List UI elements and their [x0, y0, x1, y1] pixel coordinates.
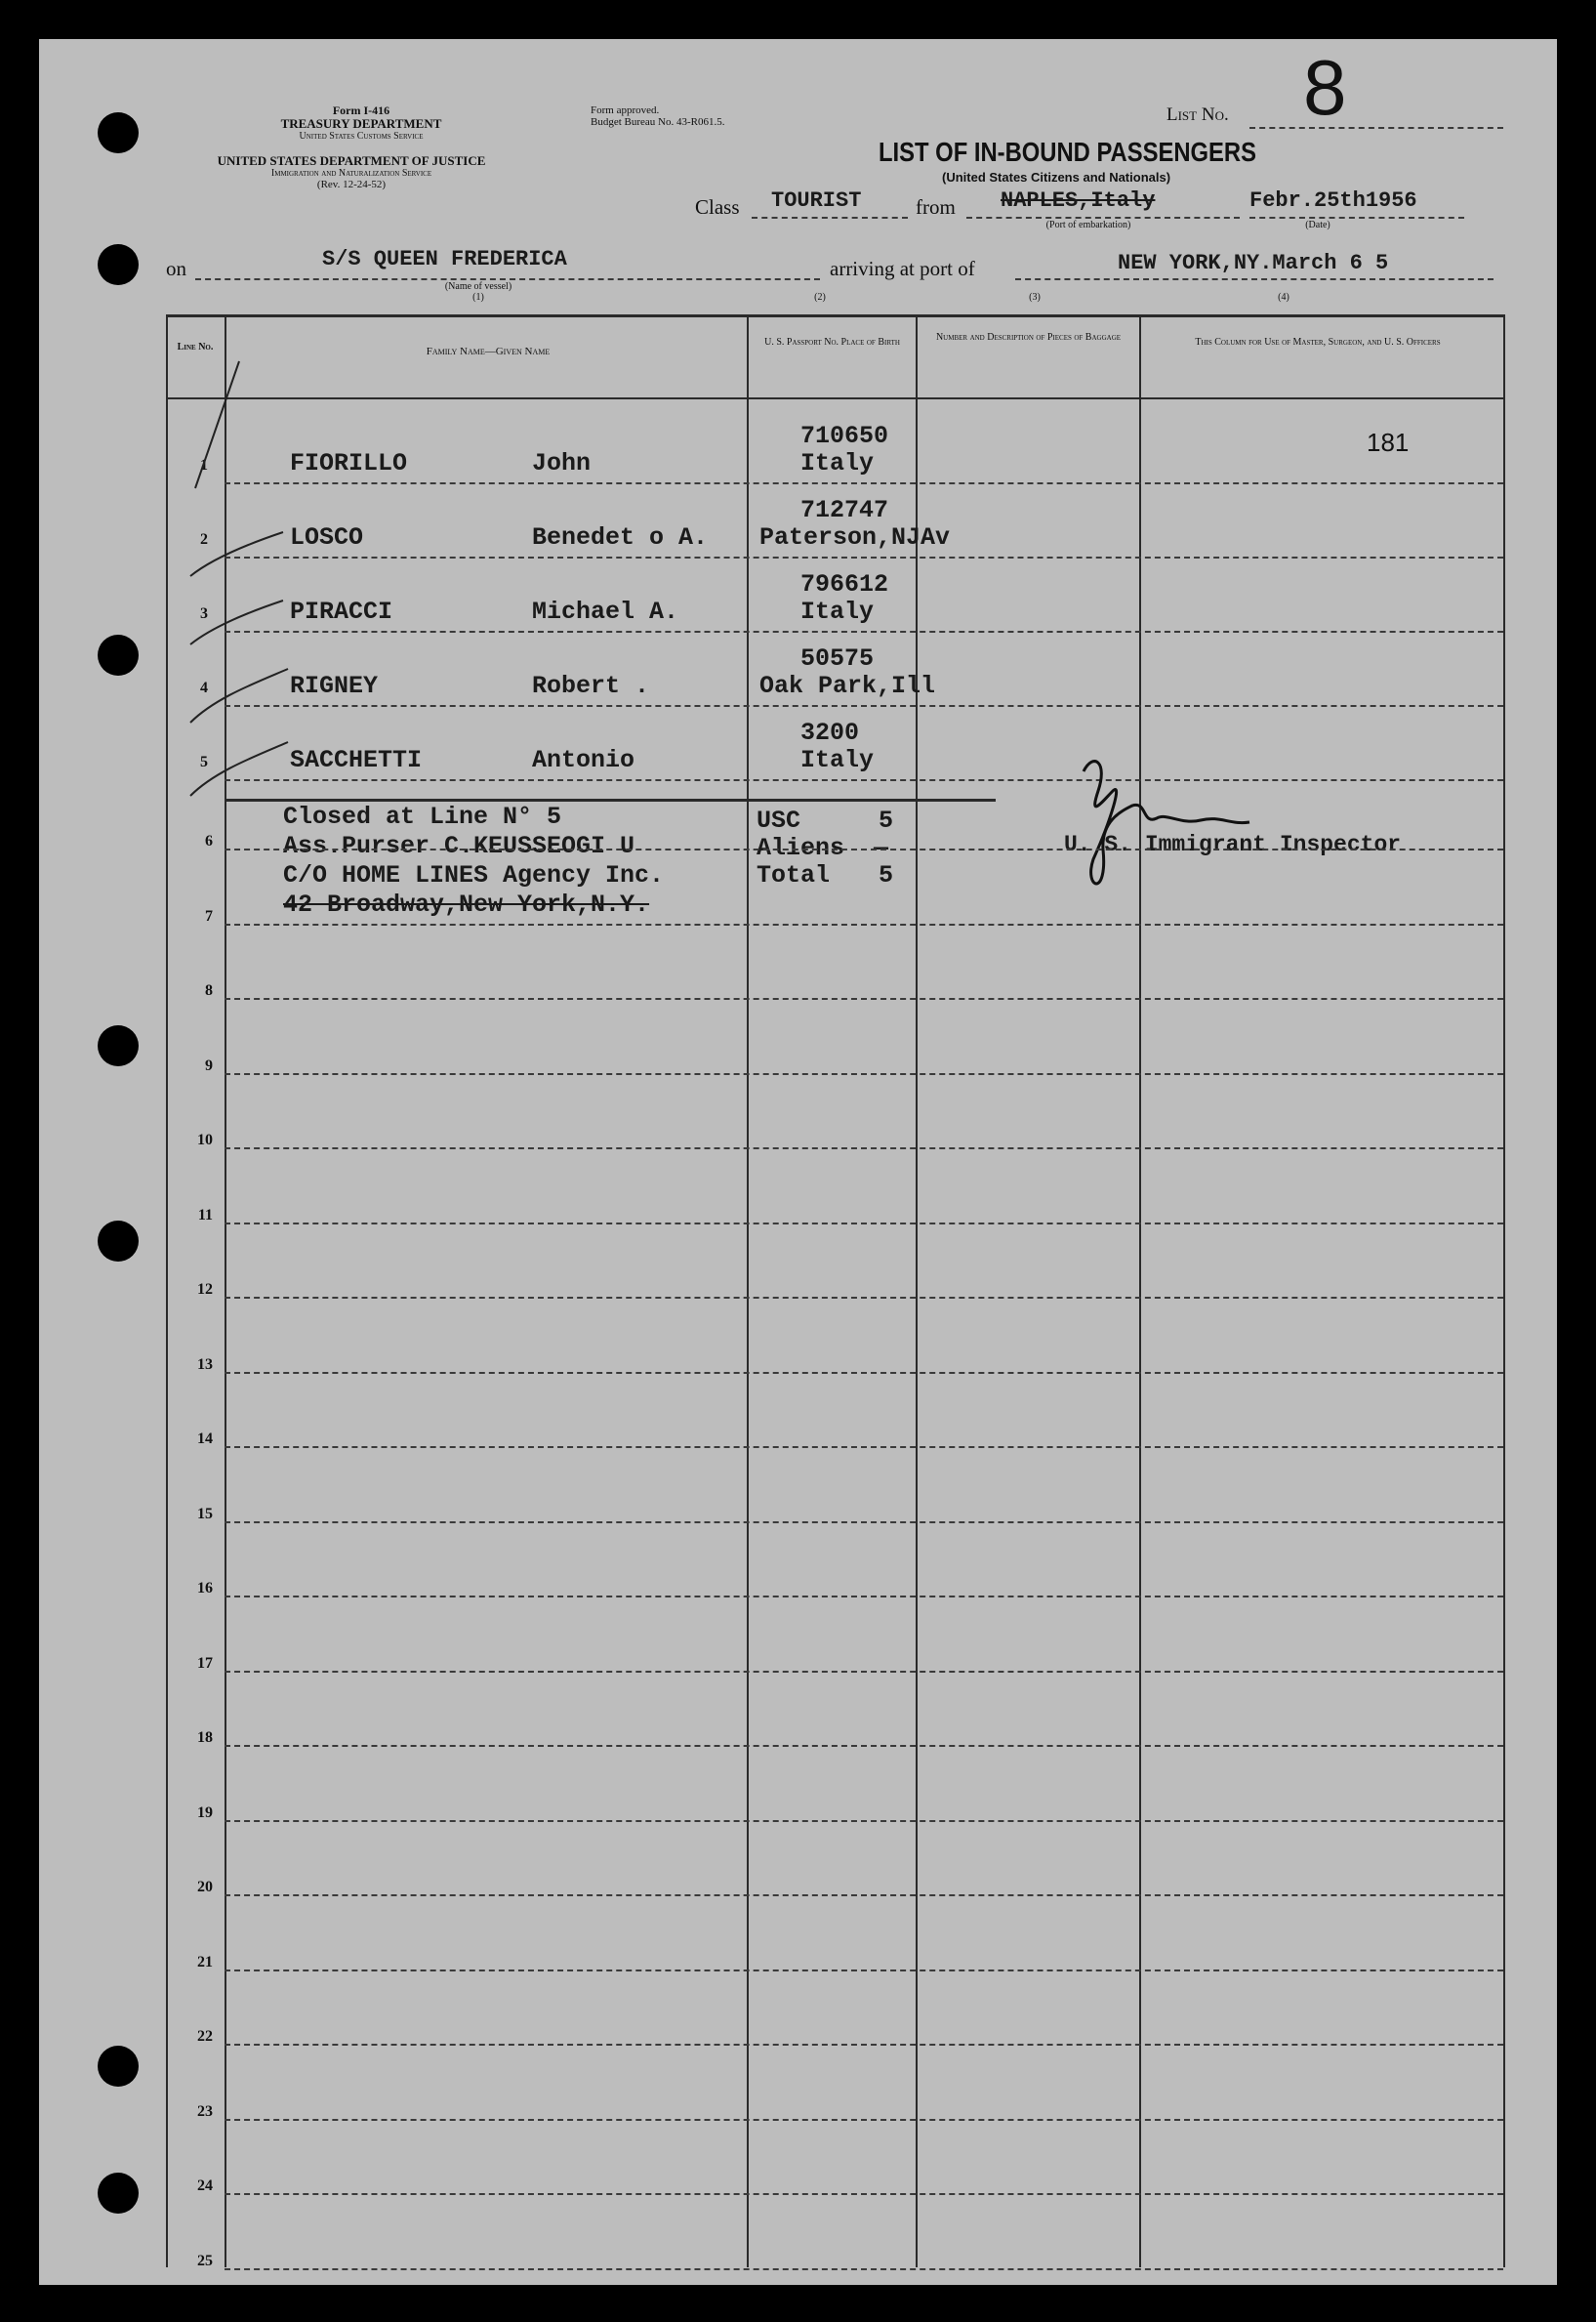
vessel-caption: (Name of vessel): [444, 281, 512, 292]
given-name: Benedet o A.: [532, 523, 709, 552]
vessel-rule: [195, 278, 820, 280]
class-label: Class: [695, 195, 740, 219]
line-number: 16: [197, 1580, 213, 1596]
row-rule: [225, 2119, 1503, 2121]
line-number: 9: [205, 1057, 213, 1074]
arriving-value: NEW YORK,NY.March 6 5: [1118, 251, 1389, 275]
col-rule-2: [747, 314, 749, 2267]
form-number: Form I-416: [332, 104, 390, 117]
row-rule: [225, 482, 1503, 484]
closing-line-4: 42 Broadway,New York,N.Y.: [283, 891, 650, 919]
line-number: 6: [205, 833, 213, 850]
row-rule: [225, 1671, 1503, 1673]
line-number: 13: [197, 1356, 213, 1373]
from-value: NAPLES,Italy: [1001, 188, 1156, 213]
punch-hole: [98, 2173, 139, 2214]
from-label: from: [916, 195, 956, 219]
given-name: Robert .: [532, 672, 650, 700]
row-rule: [225, 2044, 1503, 2046]
col-rule-4: [1139, 314, 1141, 2267]
family-name: FIORILLO: [290, 449, 408, 477]
form-revision: (Rev. 12-24-52): [316, 179, 387, 190]
row-rule: [225, 998, 1503, 1000]
total-value: 5: [879, 861, 894, 890]
class-rule: [752, 217, 908, 219]
line-number: 21: [197, 1954, 213, 1970]
line-number: 1: [200, 457, 208, 474]
line-number: 15: [197, 1506, 213, 1522]
inspector-title: U. S. Immigrant Inspector: [1064, 832, 1402, 857]
line-number: 12: [197, 1281, 213, 1298]
usc-label: USC: [757, 807, 801, 835]
line-number: 8: [205, 982, 213, 999]
line-number: 7: [205, 908, 213, 925]
header-officers: This Column for Use of Master, Surgeon, and U. S. Officers: [1195, 337, 1441, 348]
col-rule-0: [166, 314, 168, 2267]
punch-hole: [98, 244, 139, 285]
date-value: Febr.25th1956: [1249, 188, 1417, 213]
line-number: 4: [200, 680, 208, 696]
ins-service: Immigration and Naturalization Service: [270, 168, 432, 179]
row-rule: [225, 2268, 1503, 2270]
treasury-dept: TREASURY DEPARTMENT: [280, 116, 442, 131]
aliens-label: Aliens: [757, 834, 845, 862]
header-line-no: Line No.: [177, 342, 214, 352]
row-rule: [225, 1147, 1503, 1149]
page-title: LIST OF IN-BOUND PASSENGERS: [879, 137, 1257, 167]
arriving-label: arriving at port of: [830, 257, 975, 280]
line-number: 2: [200, 531, 208, 548]
justice-dept: UNITED STATES DEPARTMENT OF JUSTICE: [217, 153, 486, 168]
col-index-1: (1): [472, 292, 484, 303]
row-rule: [225, 1745, 1503, 1747]
row-rule: [225, 924, 1503, 926]
row-rule: [225, 779, 1503, 781]
line-number: 23: [197, 2103, 213, 2120]
line-number: 19: [197, 1804, 213, 1821]
document-page: [39, 39, 1557, 2285]
usc-value: 5: [879, 807, 894, 835]
officer-mark: 181: [1367, 428, 1410, 457]
total-label: Total: [757, 861, 831, 890]
customs-service: United States Customs Service: [299, 131, 424, 142]
row-rule: [225, 1372, 1503, 1374]
line-number: 17: [197, 1655, 213, 1672]
col-index-2: (2): [814, 292, 826, 303]
list-no-label: List No.: [1166, 104, 1229, 125]
line-number: 25: [197, 2253, 213, 2269]
class-value: TOURIST: [771, 188, 862, 213]
row-rule: [225, 1596, 1503, 1597]
line-number: 18: [197, 1729, 213, 1746]
passport-number: 50575: [800, 644, 875, 673]
list-no-rule: [1249, 127, 1503, 129]
given-name: Michael A.: [532, 598, 679, 626]
row-rule: [225, 1970, 1503, 1971]
date-rule: [1249, 217, 1464, 219]
family-name: PIRACCI: [290, 598, 393, 626]
passport-number: 712747: [800, 496, 889, 524]
col-index-3: (3): [1029, 292, 1041, 303]
line-number: 22: [197, 2028, 213, 2045]
row-rule: [225, 1820, 1503, 1822]
list-number: 8: [1303, 44, 1347, 131]
place-of-birth: Italy: [800, 746, 875, 774]
header-passport: U. S. Passport No. Place of Birth: [764, 337, 900, 348]
date-caption: (Date): [1305, 220, 1330, 230]
line-number: 11: [197, 1207, 213, 1223]
line-number: 20: [197, 1879, 213, 1895]
row-rule: [225, 631, 1503, 633]
arriving-rule: [1015, 278, 1494, 280]
line-number: 3: [200, 605, 208, 622]
passport-number: 710650: [800, 422, 889, 450]
table-top-rule: [166, 314, 1503, 317]
vessel-name: S/S QUEEN FREDERICA: [322, 247, 567, 271]
budget-bureau: Budget Bureau No. 43-R061.5.: [591, 116, 725, 128]
place-of-birth: Italy: [800, 449, 875, 477]
row-rule: [225, 1223, 1503, 1224]
on-label: on: [166, 257, 186, 280]
punch-hole: [98, 2046, 139, 2087]
row-rule: [225, 1297, 1503, 1299]
punch-hole: [98, 635, 139, 676]
place-of-birth: Paterson,NJAv: [759, 523, 951, 552]
check-marks: [185, 352, 381, 820]
aliens-value: —: [874, 834, 889, 862]
col-rule-3: [916, 314, 918, 2267]
col-rule-5: [1503, 314, 1505, 2267]
from-rule: [966, 217, 1240, 219]
punch-hole: [98, 1025, 139, 1066]
place-of-birth: Italy: [800, 598, 875, 626]
row-rule: [225, 849, 1503, 850]
family-name: SACCHETTI: [290, 746, 423, 774]
passport-number: 796612: [800, 570, 889, 599]
punch-hole: [98, 1221, 139, 1262]
col-index-4: (4): [1278, 292, 1289, 303]
row-rule: [225, 557, 1503, 559]
line-number: 5: [200, 754, 208, 770]
passport-number: 3200: [800, 719, 860, 747]
line-number: 24: [197, 2177, 213, 2194]
row-rule: [225, 1521, 1503, 1523]
place-of-birth: Oak Park,Ill: [759, 672, 936, 700]
inspector-signature: [1054, 732, 1308, 928]
family-name: RIGNEY: [290, 672, 379, 700]
punch-hole: [98, 112, 139, 153]
row-rule: [225, 1894, 1503, 1896]
line-number: 14: [197, 1431, 213, 1447]
closing-line-3: C/O HOME LINES Agency Inc.: [283, 861, 665, 890]
header-baggage: Number and Description of Pieces of Baggage: [935, 332, 1122, 343]
row-rule: [225, 1446, 1503, 1448]
form-approved: Form approved.: [591, 104, 660, 116]
row-rule: [225, 2193, 1503, 2195]
row-rule: [225, 705, 1503, 707]
line-number: 10: [197, 1132, 213, 1148]
given-name: Antonio: [532, 746, 635, 774]
closing-line-1: Closed at Line N° 5: [283, 803, 562, 831]
given-name: John: [532, 449, 592, 477]
port-caption: (Port of embarkation): [1045, 220, 1131, 230]
row-rule: [225, 1073, 1503, 1075]
closing-line-2: Ass.Purser C.KEUSSEOGI U: [283, 832, 635, 860]
family-name: LOSCO: [290, 523, 364, 552]
page-subtitle: (United States Citizens and Nationals): [942, 170, 1171, 185]
header-name: Family Name—Given Name: [426, 346, 551, 357]
